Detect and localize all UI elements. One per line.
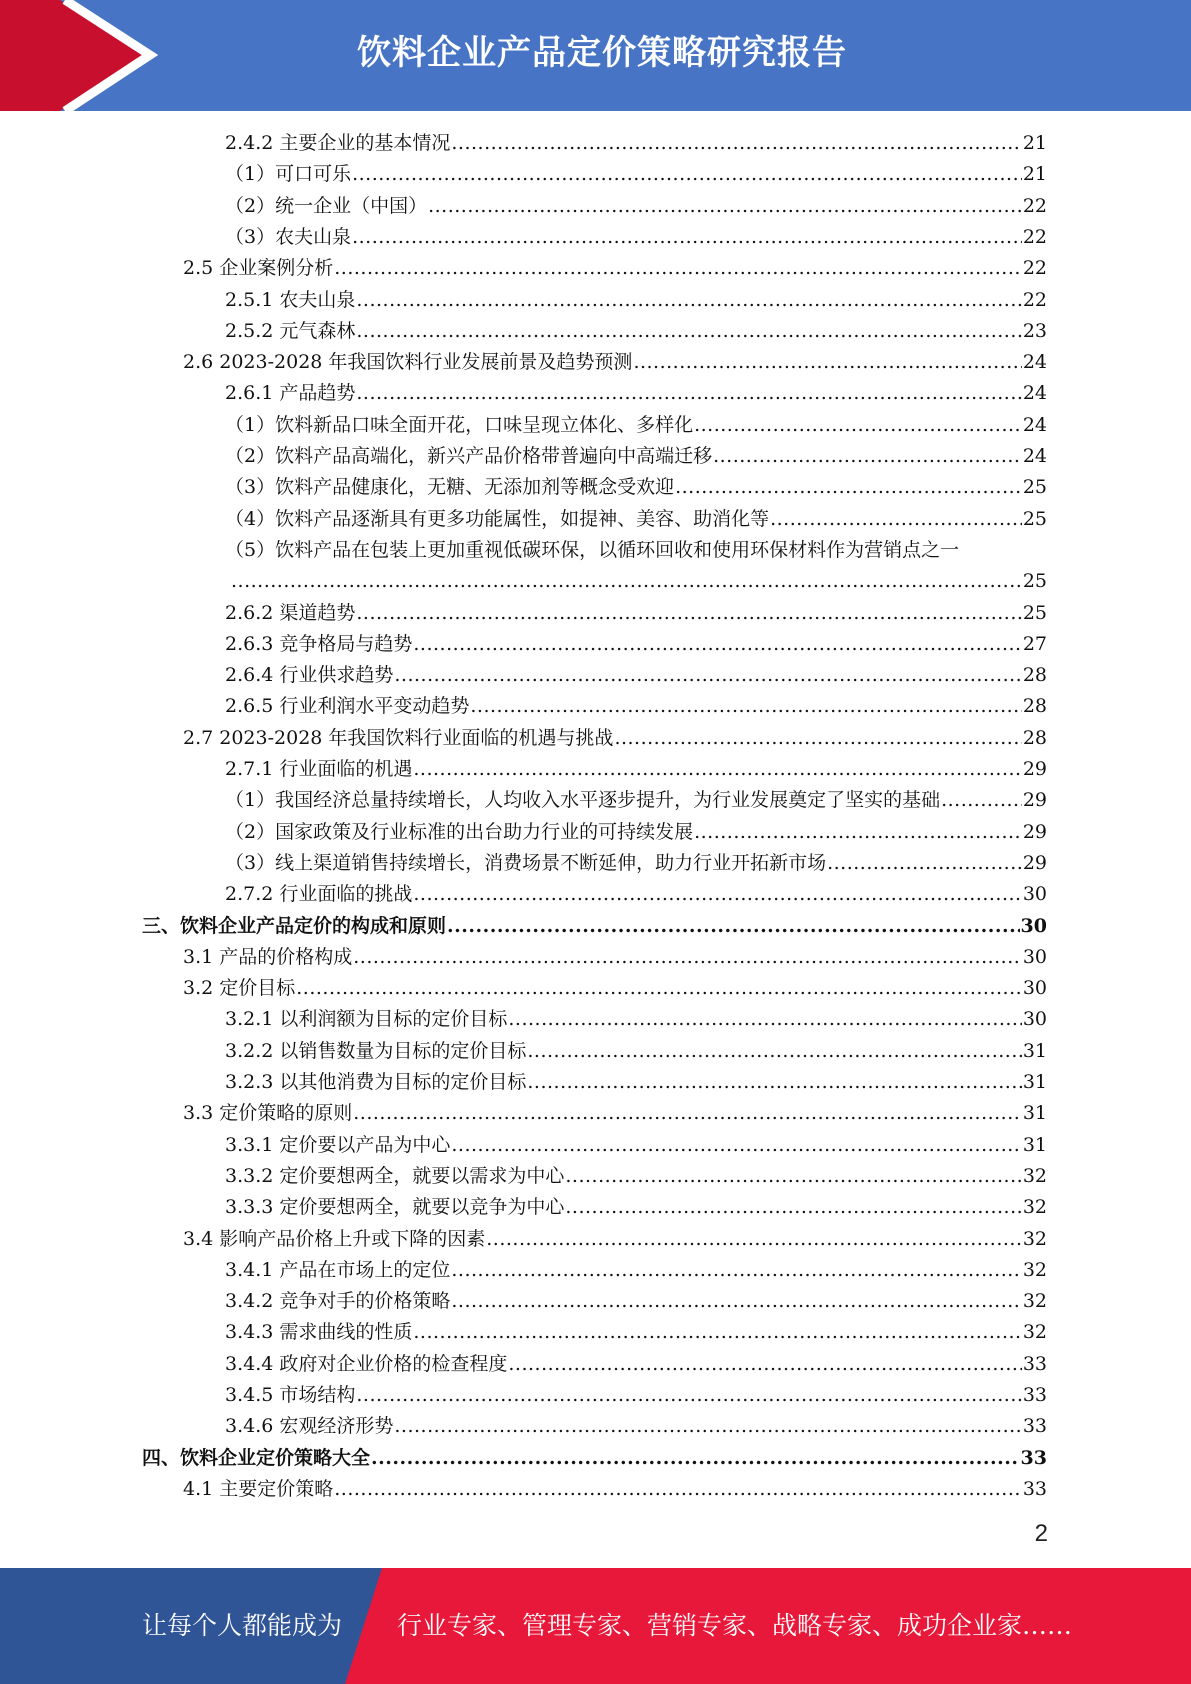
toc-dot-leader	[694, 410, 1022, 441]
toc-entry-title: 2.6 2023-2028 年我国饮料行业发展前景及趋势预测	[183, 351, 633, 374]
toc-entry-page: 29	[1022, 851, 1047, 874]
toc-entry-page: 29	[1022, 820, 1047, 843]
toc-entry[interactable]	[225, 191, 1047, 222]
toc-entry-title: 3.3 定价策略的原则	[183, 1102, 353, 1125]
toc-entry-title: 3.4.2 竞争对手的价格策略	[225, 1290, 451, 1313]
toc-dot-leader	[356, 378, 1021, 409]
toc-dot-leader	[713, 441, 1022, 472]
toc-entry-page: 28	[1022, 695, 1047, 718]
toc-entry[interactable]	[225, 472, 1047, 503]
toc-entry-page: 21	[1022, 132, 1047, 154]
toc-entry-page: 24	[1022, 382, 1047, 405]
toc-entry[interactable]	[225, 504, 1047, 535]
toc-entry-page: 31	[1022, 1039, 1047, 1062]
toc-dot-leader	[451, 1130, 1021, 1161]
toc-entry-page: 30	[1022, 1008, 1047, 1031]
toc-entry-page: 22	[1022, 225, 1047, 248]
toc-entry-page: 22	[1022, 257, 1047, 280]
toc-entry[interactable]	[225, 598, 1047, 629]
toc-entry-page: 28	[1022, 664, 1047, 687]
toc-entry[interactable]	[225, 848, 1047, 879]
toc-entry-title: 2.5.2 元气森林	[225, 319, 356, 342]
toc-entry-title: 3.1 产品的价格构成	[183, 945, 353, 968]
toc-entry-page: 24	[1022, 413, 1047, 436]
toc-entry-title: （5）饮料产品在包装上更加重视低碳环保，以循环回收和使用环保材料作为营销点之一	[225, 538, 960, 561]
toc-entry-title: 2.5 企业案例分析	[183, 257, 334, 280]
toc-entry-title: 3.4.6 宏观经济形势	[225, 1415, 394, 1438]
toc-entry-title: 3.4.5 市场结构	[225, 1384, 356, 1406]
toc-entry-page: 21	[1022, 163, 1047, 186]
toc-dot-leader	[352, 222, 1022, 253]
toc-entry[interactable]	[183, 723, 1047, 754]
toc-entry[interactable]	[183, 1098, 1047, 1129]
toc-dot-leader	[486, 1224, 1022, 1255]
toc-dot-leader	[334, 253, 1022, 284]
toc-dot-leader	[413, 629, 1021, 660]
toc-entry-title: 4.1 主要定价策略	[183, 1477, 334, 1500]
toc-dot-leader	[770, 504, 1022, 535]
toc-entry-page: 30	[1022, 883, 1047, 906]
toc-entry-page: 33	[1022, 1352, 1047, 1375]
toc-entry[interactable]	[225, 222, 1047, 253]
toc-entry-page: 29	[1022, 758, 1047, 780]
toc-entry[interactable]	[225, 441, 1047, 472]
page-header	[0, 0, 1191, 111]
toc-entry[interactable]	[225, 410, 1047, 441]
toc-entry-page: 32	[1022, 1290, 1047, 1313]
toc-entry-page: 32	[1022, 1321, 1047, 1344]
toc-entry-title: （2）饮料产品高端化，新兴产品价格带普遍向中高端迁移	[225, 445, 713, 467]
toc-dot-leader	[356, 285, 1021, 316]
toc-entry-title: 2.7.1 行业面临的机遇	[225, 758, 413, 780]
toc-entry-title: 3.2.1 以利润额为目标的定价目标	[225, 1008, 508, 1031]
toc-entry-page: 30	[1020, 914, 1047, 937]
toc-entry-page: 30	[1022, 977, 1047, 1000]
toc-entry[interactable]	[183, 1224, 1047, 1255]
toc-entry-page: 25	[1022, 570, 1047, 593]
toc-entry-title: 2.6.3 竞争格局与趋势	[225, 632, 413, 655]
toc-entry-title: 3.4.3 需求曲线的性质	[225, 1321, 413, 1344]
toc-entry[interactable]	[225, 159, 1047, 190]
toc-dot-leader	[565, 1161, 1021, 1192]
page-footer	[0, 1568, 1191, 1684]
toc-entry-title: 3.2.3 以其他消费为目标的定价目标	[225, 1071, 527, 1093]
toc-entry-page: 32	[1022, 1164, 1047, 1187]
toc-dot-leader	[508, 1004, 1021, 1035]
toc-dot-leader	[353, 942, 1022, 973]
toc-entry[interactable]	[225, 691, 1047, 722]
toc-entry-page: 22	[1022, 194, 1047, 217]
toc-dot-leader	[334, 1474, 1022, 1505]
toc-entry-title: 3.4 影响产品价格上升或下降的因素	[183, 1227, 486, 1250]
toc-dot-leader	[413, 754, 1021, 785]
toc-entry[interactable]	[142, 911, 1047, 942]
report-title: 饮料企业产品定价策略研究报告	[357, 33, 847, 73]
toc-entry[interactable]	[183, 973, 1047, 1004]
toc-dot-leader	[353, 1098, 1022, 1129]
footer-slogan-right: 行业专家、管理专家、营销专家、战略专家、成功企业家……	[397, 1611, 1073, 1640]
toc-dot-leader	[356, 316, 1021, 347]
toc-dot-leader	[527, 1067, 1021, 1098]
toc-entry[interactable]	[225, 879, 1047, 910]
toc-entry[interactable]	[225, 1161, 1047, 1192]
toc-entry-title: （3）线上渠道销售持续增长，消费场景不断延伸，助力行业开拓新市场	[225, 851, 827, 874]
toc-entry-page: 29	[1022, 789, 1047, 812]
toc-entry[interactable]	[183, 942, 1047, 973]
toc-entry-title: 3.3.1 定价要以产品为中心	[225, 1133, 451, 1156]
toc-entry-page: 32	[1022, 1227, 1047, 1250]
toc-entry-title: 2.7 2023-2028 年我国饮料行业面临的机遇与挑战	[183, 726, 614, 749]
toc-entry-title: 3.3.2 定价要想两全，就要以需求为中心	[225, 1164, 565, 1187]
toc-entry-title: 3.4.4 政府对企业价格的检查程度	[225, 1352, 508, 1375]
toc-entry-page: 33	[1022, 1384, 1047, 1406]
toc-entry-page: 31	[1022, 1102, 1047, 1125]
page-number: 2	[1034, 1520, 1048, 1547]
toc-entry-title: 2.4.2 主要企业的基本情况	[225, 132, 451, 154]
toc-entry-page: 23	[1022, 319, 1047, 342]
toc-entry[interactable]	[225, 629, 1047, 660]
toc-entry-page: 22	[1022, 288, 1047, 311]
toc-entry[interactable]	[225, 1004, 1047, 1035]
toc-entry-page: 33	[1022, 1477, 1047, 1500]
toc-dot-leader	[451, 1255, 1021, 1286]
toc-entry-page: 31	[1022, 1133, 1047, 1156]
toc-entry[interactable]	[225, 1317, 1047, 1348]
toc-entry[interactable]	[225, 378, 1047, 409]
toc-entry-title: 2.6.5 行业利润水平变动趋势	[225, 695, 470, 718]
toc-entry-title: （3）饮料产品健康化，无糖、无添加剂等概念受欢迎	[225, 476, 675, 499]
toc-dot-leader	[231, 566, 1022, 597]
toc-entry-page: 31	[1022, 1071, 1047, 1093]
toc-entry-title: （2）国家政策及行业标准的出台助力行业的可持续发展	[225, 820, 694, 843]
toc-entry[interactable]	[225, 285, 1047, 316]
toc-entry[interactable]	[225, 1255, 1047, 1286]
toc-entry-title: （1）可口可乐	[225, 163, 352, 186]
toc-dot-leader	[451, 128, 1021, 159]
toc-entry-title: （3）农夫山泉	[225, 225, 352, 248]
toc-entry-title: 3.3.3 定价要想两全，就要以竞争为中心	[225, 1196, 565, 1219]
toc-dot-leader	[565, 1192, 1021, 1223]
toc-entry[interactable]	[225, 754, 1047, 785]
toc-entry[interactable]	[225, 660, 1047, 691]
toc-dot-leader	[352, 159, 1022, 190]
toc-dot-leader	[371, 1443, 1020, 1474]
toc-entry-title: 3.4.1 产品在市场上的定位	[225, 1258, 451, 1281]
toc-entry[interactable]	[225, 1411, 1047, 1442]
toc-entry-title: 3.2 定价目标	[183, 977, 296, 1000]
toc-dot-leader	[633, 347, 1021, 378]
toc-entry-page: 33	[1022, 1415, 1047, 1438]
toc-entry-page: 32	[1022, 1258, 1047, 1281]
toc-entry[interactable]	[225, 1130, 1047, 1161]
toc-entry[interactable]	[225, 817, 1047, 848]
toc-entry[interactable]	[225, 1067, 1047, 1098]
toc-dot-leader	[394, 1411, 1021, 1442]
toc-entry-title: 3.2.2 以销售数量为目标的定价目标	[225, 1039, 527, 1062]
toc-entry-page: 25	[1022, 476, 1047, 499]
toc-dot-leader	[428, 191, 1022, 222]
toc-entry-title: 2.6.1 产品趋势	[225, 382, 356, 405]
toc-entry-page: 24	[1022, 445, 1047, 467]
toc-dot-leader	[827, 848, 1022, 879]
toc-entry-title: 2.6.2 渠道趋势	[225, 601, 356, 624]
toc-entry-title: （1）饮料新品口味全面开花，口味呈现立体化、多样化	[225, 413, 694, 436]
toc-dot-leader	[451, 1286, 1021, 1317]
toc-dot-leader	[356, 1380, 1021, 1411]
toc-entry-title: （2）统一企业（中国）	[225, 194, 428, 217]
toc-dot-leader	[413, 879, 1021, 910]
toc-entry-title: 2.7.2 行业面临的挑战	[225, 883, 413, 906]
toc-entry[interactable]	[142, 1443, 1047, 1474]
toc-dot-leader	[470, 691, 1021, 722]
footer-slogan-left: 让每个人都能成为	[142, 1611, 343, 1640]
toc-entry-page: 28	[1022, 726, 1047, 749]
toc-dot-leader	[508, 1349, 1021, 1380]
toc-entry-page: 33	[1020, 1446, 1047, 1469]
toc-entry-page: 32	[1022, 1196, 1047, 1219]
toc-dot-leader	[413, 1317, 1021, 1348]
toc-dot-leader	[694, 817, 1022, 848]
toc-entry[interactable]	[183, 253, 1047, 284]
toc-entry[interactable]	[225, 1349, 1047, 1380]
toc-entry-page: 25	[1022, 507, 1047, 530]
toc-entry[interactable]	[225, 1036, 1047, 1067]
toc-entry-title: 2.5.1 农夫山泉	[225, 288, 356, 311]
toc-dot-leader	[356, 598, 1021, 629]
toc-entry-title: 2.6.4 行业供求趋势	[225, 664, 394, 687]
toc-entry[interactable]	[230, 566, 1047, 597]
toc-entry-title: （1）我国经济总量持续增长，人均收入水平逐步提升，为行业发展奠定了坚实的基础	[225, 789, 941, 812]
toc-entry-title: 四、饮料企业定价策略大全	[142, 1446, 371, 1469]
toc-dot-leader	[296, 973, 1022, 1004]
toc-entry-title: （4）饮料产品逐渐具有更多功能属性，如提神、美容、助消化等	[225, 507, 770, 530]
toc-entry[interactable]	[225, 316, 1047, 347]
toc-dot-leader	[447, 911, 1020, 942]
toc-entry[interactable]	[225, 1380, 1047, 1411]
toc-entry-page: 27	[1022, 632, 1047, 655]
toc-entry[interactable]	[183, 347, 1047, 378]
toc-entry[interactable]	[225, 785, 1047, 816]
toc-dot-leader	[527, 1036, 1021, 1067]
toc-entry-page: 30	[1022, 945, 1047, 968]
toc-dot-leader	[614, 723, 1021, 754]
toc-entry-title: 三、饮料企业产品定价的构成和原则	[142, 914, 447, 937]
toc-entry[interactable]	[225, 1286, 1047, 1317]
toc-dot-leader	[941, 785, 1022, 816]
toc-entry-page: 25	[1022, 601, 1047, 624]
toc-entry[interactable]	[183, 1474, 1047, 1505]
toc-entry[interactable]	[225, 535, 1047, 566]
toc-entry[interactable]	[225, 128, 1047, 159]
toc-entry[interactable]	[225, 1192, 1047, 1223]
toc-entry-page: 24	[1022, 351, 1047, 374]
toc-dot-leader	[394, 660, 1021, 691]
toc-dot-leader	[675, 472, 1022, 503]
